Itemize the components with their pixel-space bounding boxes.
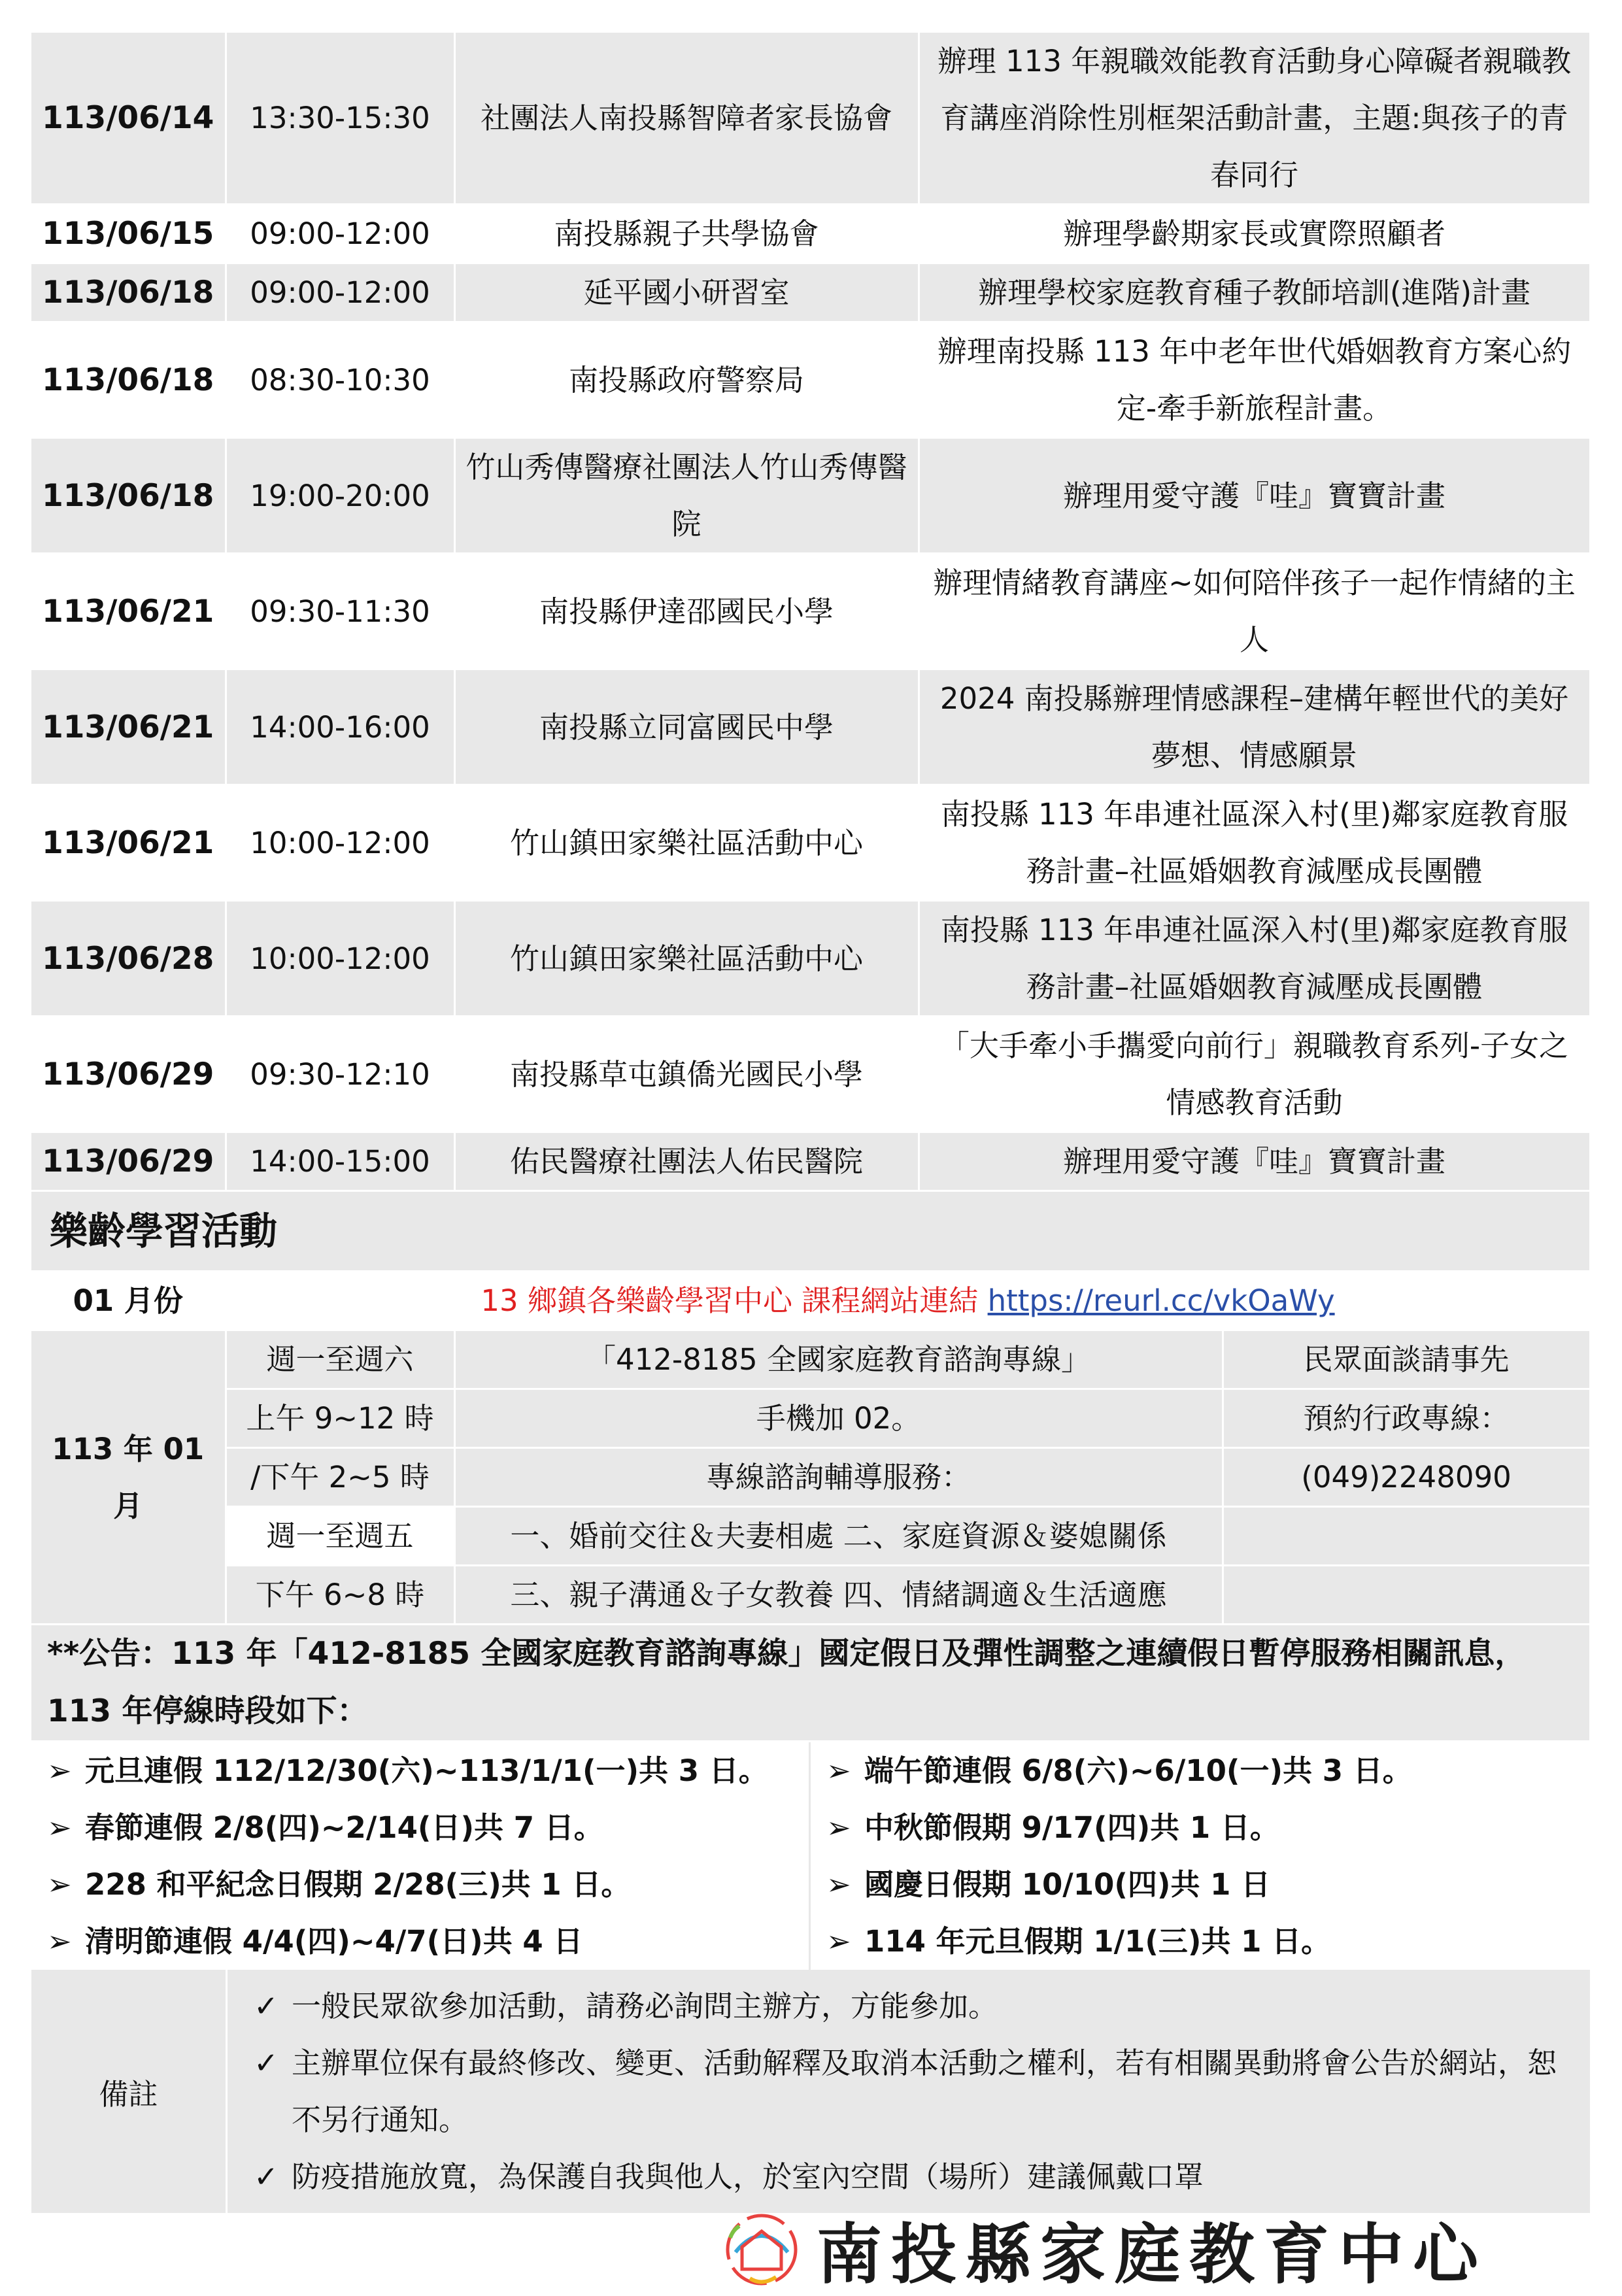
event-time: 10:00-12:00 [226, 785, 454, 901]
hotline-contact-line: 民眾面談請事先 [1223, 1330, 1590, 1389]
event-activity: 辦理南投縣 113 年中老年世代婚姻教育方案心約定-牽手新旅程計畫。 [919, 322, 1590, 438]
event-row [31, 1132, 1590, 1191]
event-activity: 辦理用愛守護『哇』寶寶計畫 [919, 1132, 1590, 1191]
event-organizer: 佑民醫療社團法人佑民醫院 [454, 1132, 919, 1191]
senior-link-row [226, 1272, 1590, 1330]
event-time: 13:30-15:30 [226, 33, 454, 205]
arrow-bullet-icon: ➢ [47, 1867, 72, 1902]
holiday-text: 元旦連假 112/12/30(六)~113/1/1(一)共 3 日。 [85, 1753, 768, 1788]
arrow-bullet-icon: ➢ [826, 1867, 851, 1902]
holiday-list [31, 1742, 1590, 1970]
holiday-text: 春節連假 2/8(四)~2/14(日)共 7 日。 [85, 1810, 603, 1845]
event-activity: 2024 南投縣辦理情感課程–建構年輕世代的美好夢想、情感願景 [919, 669, 1590, 785]
holiday-text: 中秋節假期 9/17(四)共 1 日。 [864, 1810, 1279, 1845]
hotline-service-item: 三、親子溝通＆子女教養 四、情緒調適＆生活適應 [454, 1566, 1223, 1625]
holiday-item [31, 1742, 809, 1799]
event-table-body [31, 33, 1590, 1191]
hotline-month: 113 年 01 月 [31, 1330, 226, 1625]
event-organizer: 竹山秀傳醫療社團法人竹山秀傳醫院 [454, 438, 919, 554]
holiday-item [31, 1913, 809, 1970]
event-row [31, 669, 1590, 785]
event-time: 14:00-16:00 [226, 669, 454, 785]
event-organizer: 竹山鎮田家樂社區活動中心 [454, 785, 919, 901]
hotline-service-item: 一、婚前交往＆夫妻相處 二、家庭資源＆婆媳關係 [454, 1507, 1223, 1566]
event-date: 113/06/14 [31, 33, 226, 205]
event-row [31, 33, 1590, 205]
event-organizer: 延平國小研習室 [454, 263, 919, 322]
hotline-schedule-afternoon: /下午 2~5 時 [226, 1448, 454, 1507]
arrow-bullet-icon: ➢ [47, 1924, 72, 1959]
senior-learning-title: 樂齡學習活動 [31, 1192, 1590, 1272]
checkmark-icon: ✓ [254, 2046, 279, 2080]
holiday-text: 228 和平紀念日假期 2/28(三)共 1 日。 [85, 1867, 631, 1902]
event-organizer: 南投縣立同富國民中學 [454, 669, 919, 785]
hotline-contact-line: 預約行政專線： [1223, 1389, 1590, 1448]
holiday-text: 114 年元旦假期 1/1(三)共 1 日。 [864, 1924, 1331, 1959]
arrow-bullet-icon: ➢ [826, 1753, 851, 1788]
event-row [31, 554, 1590, 669]
event-activity: 辦理學校家庭教育種子教師培訓(進階)計畫 [919, 263, 1590, 322]
brand-footer [716, 2206, 1566, 2291]
event-time: 19:00-20:00 [226, 438, 454, 554]
holiday-text: 國慶日假期 10/10(四)共 1 日 [864, 1867, 1271, 1902]
event-date: 113/06/15 [31, 205, 226, 263]
event-date: 113/06/29 [31, 1132, 226, 1191]
event-time: 09:30-12:10 [226, 1017, 454, 1132]
hotline-schedule-evening: 下午 6~8 時 [226, 1566, 454, 1625]
holiday-item [811, 1913, 1590, 1970]
event-organizer: 竹山鎮田家樂社區活動中心 [454, 901, 919, 1017]
remark-text: 一般民眾欲參加活動，請務必詢問主辦方，方能參加。 [292, 1989, 998, 2023]
remark-text: 主辦單位保有最終修改、變更、活動解釋及取消本活動之權利，若有相關異動將會公告於網站，恕不另行通知。 [292, 2046, 1557, 2137]
event-time: 08:30-10:30 [226, 322, 454, 438]
brand-name: 南投縣家庭教育中心 [817, 2216, 1487, 2293]
event-time: 09:30-11:30 [226, 554, 454, 669]
holiday-column-left [31, 1742, 811, 1970]
hotline-phone: (049)2248090 [1223, 1448, 1590, 1507]
arrow-bullet-icon: ➢ [826, 1924, 851, 1959]
event-date: 113/06/21 [31, 785, 226, 901]
arrow-bullet-icon: ➢ [47, 1753, 72, 1788]
arrow-bullet-icon: ➢ [47, 1810, 72, 1845]
holiday-item [811, 1799, 1590, 1856]
event-row [31, 205, 1590, 263]
senior-month: 01 月份 [31, 1272, 226, 1330]
holiday-column-right [811, 1742, 1590, 1970]
event-date: 113/06/28 [31, 901, 226, 1017]
event-date: 113/06/18 [31, 438, 226, 554]
event-row [31, 785, 1590, 901]
hotline-title: 「412-8185 全國家庭教育諮詢專線」 [454, 1330, 1223, 1389]
senior-learning-table [31, 1192, 1591, 1742]
holiday-item [31, 1856, 809, 1913]
checkmark-icon: ✓ [254, 1989, 279, 2023]
event-date: 113/06/18 [31, 322, 226, 438]
hotline-schedule-weeknight: 週一至週五 [226, 1507, 454, 1566]
event-date: 113/06/21 [31, 669, 226, 785]
event-activity: 辦理情緒教育講座~如何陪伴孩子一起作情緒的主人 [919, 554, 1590, 669]
hotline-schedule-weekday: 週一至週六 [226, 1330, 454, 1389]
event-row [31, 263, 1590, 322]
holiday-item [811, 1856, 1590, 1913]
event-row [31, 1017, 1590, 1132]
remark-text: 防疫措施放寬，為保護自我與他人，於室內空間（場所）建議佩戴口罩 [292, 2159, 1204, 2194]
event-organizer: 南投縣草屯鎮僑光國民小學 [454, 1017, 919, 1132]
event-time: 09:00-12:00 [226, 263, 454, 322]
event-organizer: 南投縣政府警察局 [454, 322, 919, 438]
checkmark-icon: ✓ [254, 2159, 279, 2194]
holiday-item [811, 1742, 1590, 1799]
event-activity: 南投縣 113 年串連社區深入村(里)鄰家庭教育服務計畫–社區婚姻教育減壓成長團體 [919, 785, 1590, 901]
hotline-schedule-morning: 上午 9~12 時 [226, 1389, 454, 1448]
event-organizer: 南投縣親子共學協會 [454, 205, 919, 263]
event-row [31, 438, 1590, 554]
senior-course-link[interactable]: https://reurl.cc/vkOaWy [987, 1283, 1335, 1318]
hotline-service-heading: 專線諮詢輔導服務： [454, 1448, 1223, 1507]
holiday-item [31, 1799, 809, 1856]
event-organizer: 南投縣伊達邵國民小學 [454, 554, 919, 669]
event-activity: 辦理學齡期家長或實際照顧者 [919, 205, 1590, 263]
remarks-list [228, 1970, 1590, 2213]
arrow-bullet-icon: ➢ [826, 1810, 851, 1845]
holiday-text: 端午節連假 6/8(六)~6/10(一)共 3 日。 [864, 1753, 1412, 1788]
event-time: 14:00-15:00 [226, 1132, 454, 1191]
event-activity: 「大手牽小手攜愛向前行」親職教育系列-子女之情感教育活動 [919, 1017, 1590, 1132]
event-date: 113/06/29 [31, 1017, 226, 1132]
remarks-label: 備註 [31, 1970, 228, 2213]
event-activity: 南投縣 113 年串連社區深入村(里)鄰家庭教育服務計畫–社區婚姻教育減壓成長團體 [919, 901, 1590, 1017]
event-organizer: 社團法人南投縣智障者家長協會 [454, 33, 919, 205]
hotline-blank [1223, 1507, 1590, 1566]
event-time: 09:00-12:00 [226, 205, 454, 263]
event-table [31, 33, 1591, 1192]
event-date: 113/06/21 [31, 554, 226, 669]
event-row [31, 901, 1590, 1017]
event-activity: 辦理用愛守護『哇』寶寶計畫 [919, 438, 1590, 554]
event-time: 10:00-12:00 [226, 901, 454, 1017]
event-date: 113/06/18 [31, 263, 226, 322]
remarks-section [31, 1970, 1590, 2213]
event-row [31, 322, 1590, 438]
remark-item [241, 2148, 1577, 2205]
remark-item [241, 2034, 1577, 2148]
family-house-logo-icon [716, 2206, 807, 2291]
holiday-text: 清明節連假 4/4(四)~4/7(日)共 4 日 [85, 1924, 583, 1959]
hotline-mobile-note: 手機加 02。 [454, 1389, 1223, 1448]
hotline-blank [1223, 1566, 1590, 1625]
senior-link-text: 13 鄉鎮各樂齡學習中心 課程網站連結 [481, 1283, 988, 1318]
event-activity: 辦理 113 年親職效能教育活動身心障礙者親職教育講座消除性別框架活動計畫，主題:與孩子的青春同行 [919, 33, 1590, 205]
remark-item [241, 1978, 1577, 2034]
schedule-page [31, 33, 1590, 2213]
hotline-closure-notice: **公告：113 年「412-8185 全國家庭教育諮詢專線」國定假日及彈性調整之連續假日暫停服務相關訊息，113 年停線時段如下： [31, 1625, 1590, 1742]
